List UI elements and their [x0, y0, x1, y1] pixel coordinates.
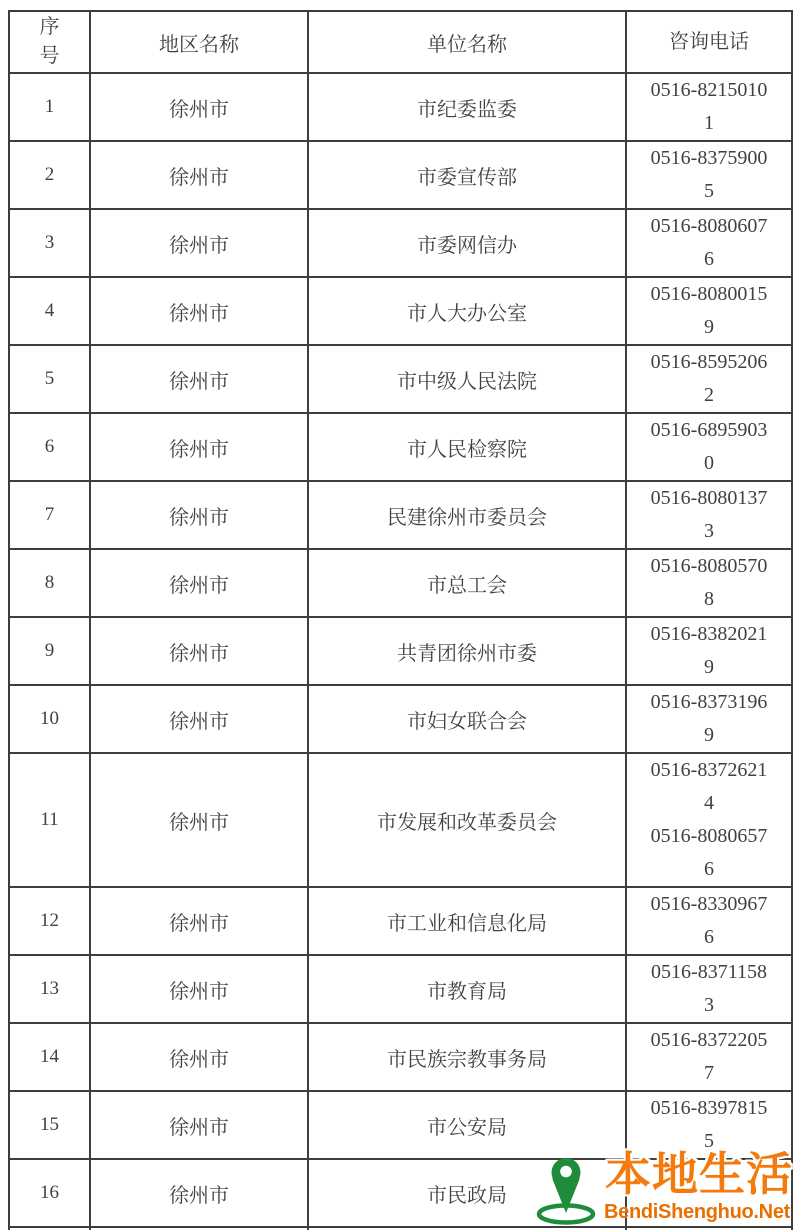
row-unit: 市工业和信息化局: [308, 887, 626, 955]
table-row: [9, 955, 792, 1023]
row-phone: [626, 141, 792, 209]
phone-number: 0516-6895903 0: [650, 419, 768, 474]
row-seq: 15: [9, 1091, 90, 1159]
watermark-site-url: BendiShenghuo.Net: [604, 1201, 791, 1223]
col-header-region: 地区名称: [90, 11, 308, 73]
row-phone: [626, 1091, 792, 1159]
row-unit: 市委网信办: [308, 209, 626, 277]
phone-number: 0516-8215010 1: [650, 79, 768, 134]
row-region: 徐州市: [90, 685, 308, 753]
phone-number: 0516-8375900 5: [650, 147, 768, 202]
row-unit: 市民政局: [308, 1159, 626, 1227]
row-seq: 4: [9, 277, 90, 345]
row-phone: [626, 955, 792, 1023]
row-phone: [626, 73, 792, 141]
table-row: [9, 141, 792, 209]
row-seq: 2: [9, 141, 90, 209]
row-phone: [626, 345, 792, 413]
table-row: [9, 481, 792, 549]
col-header-seq-label: 序号: [39, 16, 60, 67]
phone-number: 0516-8397815 5: [650, 1097, 768, 1152]
phone-number: 0516-8080015 9: [650, 283, 768, 338]
table-header-row: [9, 11, 792, 73]
row-region: 徐州市: [90, 753, 308, 887]
table-body: [9, 73, 792, 1227]
row-seq: 8: [9, 549, 90, 617]
row-unit: 市发展和改革委员会: [308, 753, 626, 887]
phone-number: 0516-8080607 6: [650, 215, 768, 270]
row-region: 徐州市: [90, 413, 308, 481]
table-row: [9, 277, 792, 345]
table-row: [9, 685, 792, 753]
phone-number: 0516-8382021 9: [650, 623, 768, 678]
row-seq: 14: [9, 1023, 90, 1091]
row-phone: [626, 887, 792, 955]
phone-number: 0516-8371158 3: [651, 961, 767, 1016]
row-phone: [626, 685, 792, 753]
row-seq: 1: [9, 73, 90, 141]
table-row: [9, 617, 792, 685]
row-unit: 市人大办公室: [308, 277, 626, 345]
row-unit: 市纪委监委: [308, 73, 626, 141]
row-region: 徐州市: [90, 1023, 308, 1091]
row-region: 徐州市: [90, 277, 308, 345]
watermark-brand-name: 本地生活: [605, 1148, 793, 1200]
row-region: 徐州市: [90, 209, 308, 277]
table-row: [9, 753, 792, 887]
contact-phone-table: [8, 10, 793, 1230]
row-phone: [626, 617, 792, 685]
row-seq: 13: [9, 955, 90, 1023]
row-seq: 10: [9, 685, 90, 753]
row-phone: [626, 549, 792, 617]
row-phone: [626, 1159, 792, 1227]
row-seq: 9: [9, 617, 90, 685]
col-header-unit: 单位名称: [308, 11, 626, 73]
table-row: [9, 1159, 792, 1227]
row-unit: 市民族宗教事务局: [308, 1023, 626, 1091]
table-row: [9, 1091, 792, 1159]
table-row: [9, 1023, 792, 1091]
row-seq: 7: [9, 481, 90, 549]
row-unit: 市人民检察院: [308, 413, 626, 481]
row-unit: 民建徐州市委员会: [308, 481, 626, 549]
row-seq: 11: [9, 753, 90, 887]
phone-number: 0516-8080570 8: [650, 555, 768, 610]
row-phone: [626, 753, 792, 887]
table-row: [9, 345, 792, 413]
table-row: [9, 73, 792, 141]
col-header-seq: [9, 11, 90, 73]
row-phone: [626, 413, 792, 481]
phone-number: 0516-8595206 2: [650, 351, 768, 406]
row-region: 徐州市: [90, 617, 308, 685]
row-unit: 市教育局: [308, 955, 626, 1023]
row-region: 徐州市: [90, 1091, 308, 1159]
table-row: [9, 549, 792, 617]
row-unit: 共青团徐州市委: [308, 617, 626, 685]
row-region: 徐州市: [90, 345, 308, 413]
row-seq: 12: [9, 887, 90, 955]
row-region: 徐州市: [90, 141, 308, 209]
table-row: [9, 887, 792, 955]
table-row: [9, 209, 792, 277]
row-seq: 16: [9, 1159, 90, 1227]
phone-number: 0516-8330967 6: [650, 893, 768, 948]
row-unit: 市总工会: [308, 549, 626, 617]
row-region: 徐州市: [90, 955, 308, 1023]
row-region: 徐州市: [90, 887, 308, 955]
row-seq: 3: [9, 209, 90, 277]
row-unit: 市中级人民法院: [308, 345, 626, 413]
row-phone: [626, 209, 792, 277]
row-region: 徐州市: [90, 481, 308, 549]
col-header-phone: 咨询电话: [626, 11, 792, 73]
row-seq: 5: [9, 345, 90, 413]
row-seq: 6: [9, 413, 90, 481]
row-unit: 市妇女联合会: [308, 685, 626, 753]
phone-number: 0516-8372205 7: [650, 1029, 768, 1084]
row-phone: [626, 1023, 792, 1091]
row-region: 徐州市: [90, 549, 308, 617]
row-unit: 市委宣传部: [308, 141, 626, 209]
phone-number: 0516-8373196 9: [650, 691, 768, 746]
phone-number: 0516-8372621 4: [650, 759, 768, 814]
row-region: 徐州市: [90, 1159, 308, 1227]
row-phone: [626, 277, 792, 345]
row-region: 徐州市: [90, 73, 308, 141]
phone-number: 0516-8080137 3: [650, 487, 768, 542]
row-unit: 市公安局: [308, 1091, 626, 1159]
row-phone: [626, 481, 792, 549]
phone-number: 0516-8080657 6: [650, 825, 768, 880]
table-row: [9, 413, 792, 481]
